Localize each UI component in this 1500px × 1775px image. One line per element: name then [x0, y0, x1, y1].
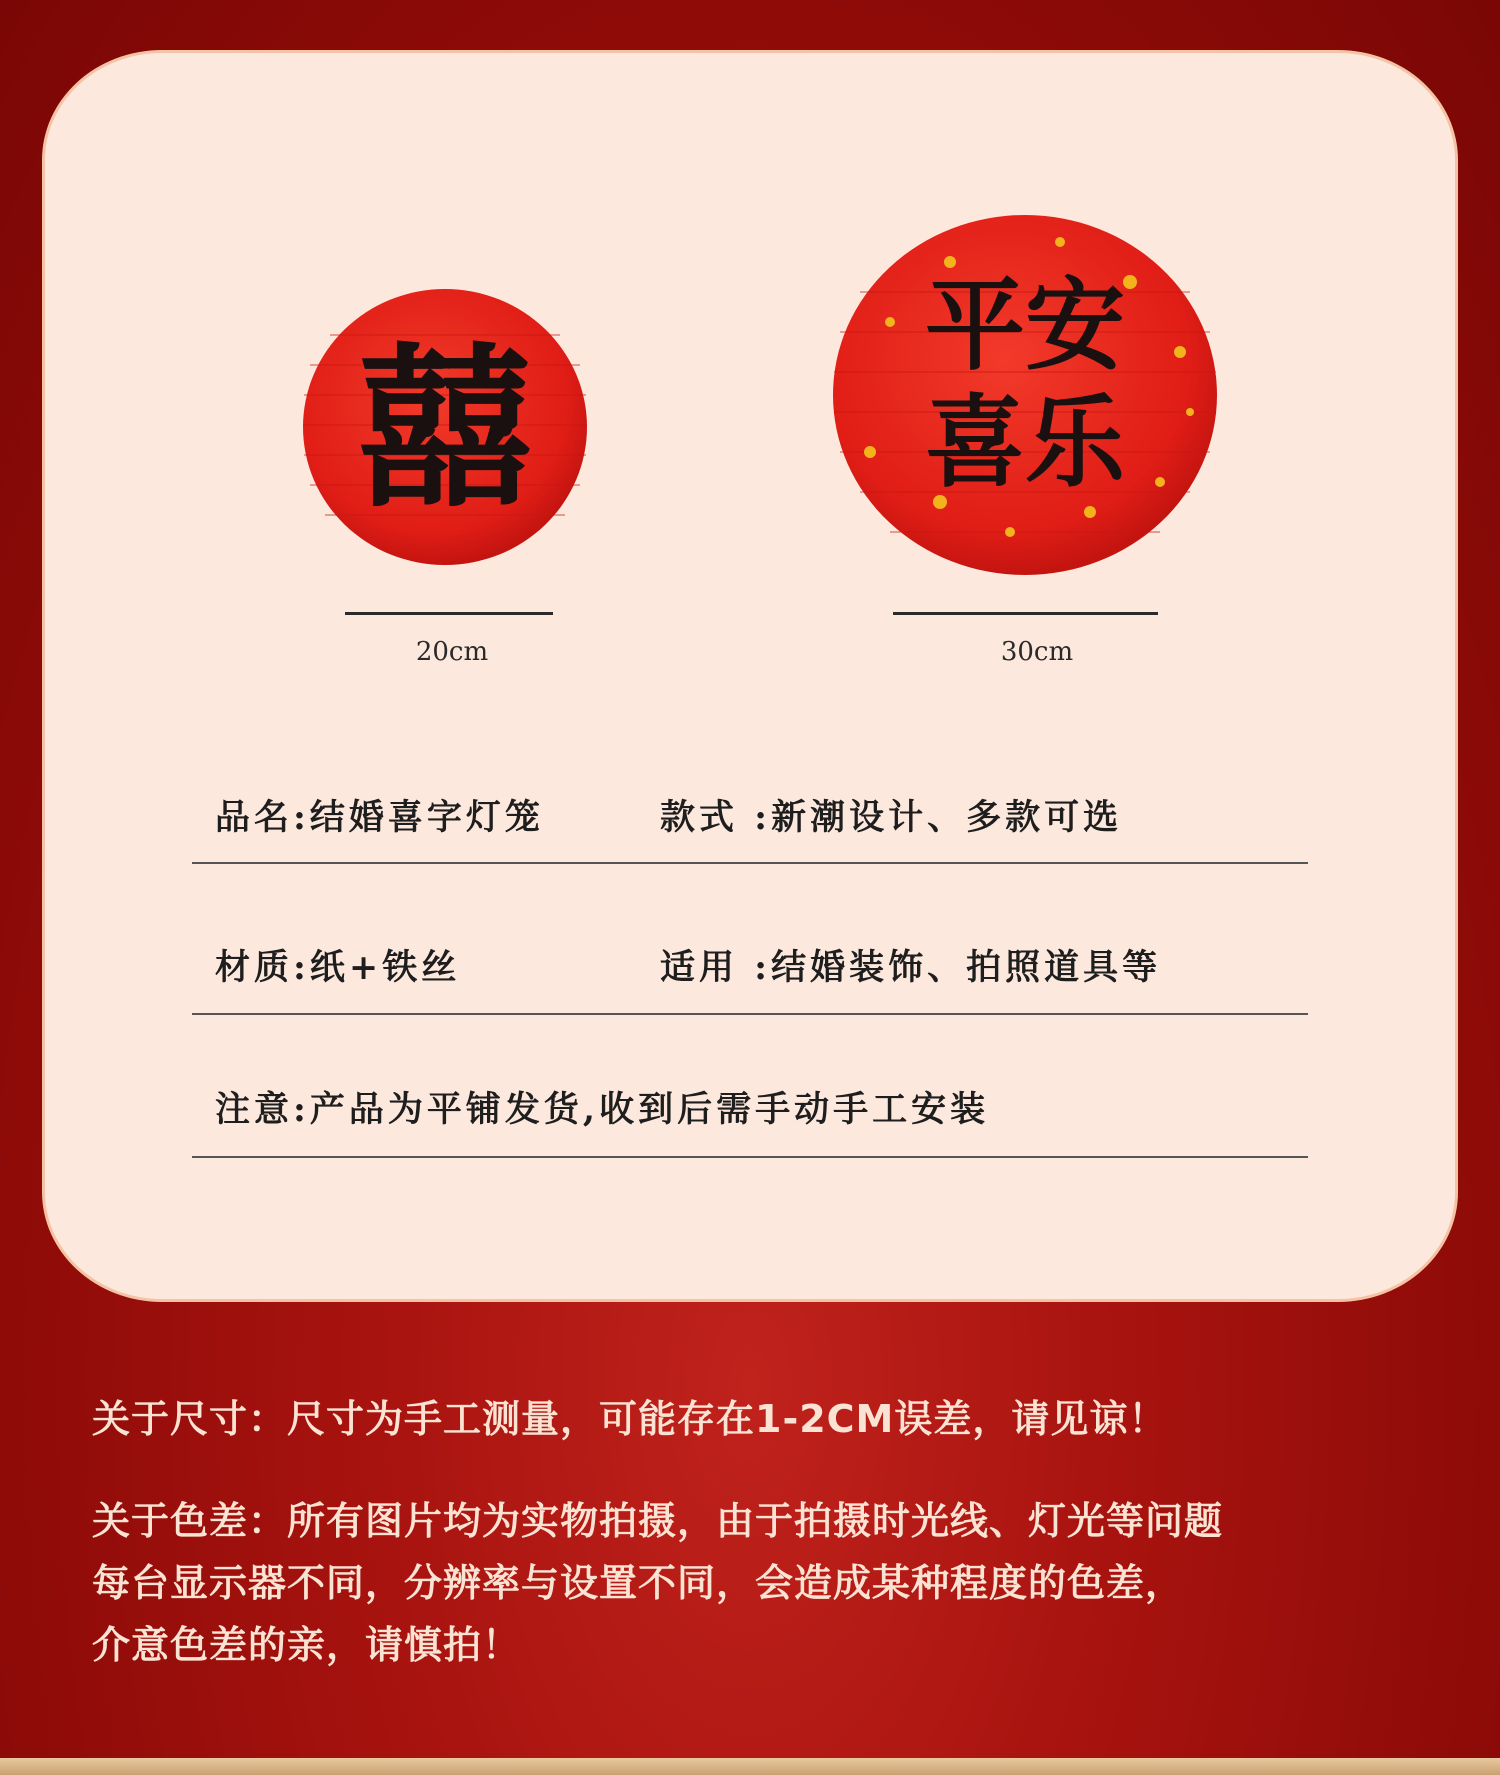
- spec-style: 款式 :新潮设计、多款可选: [660, 797, 1123, 838]
- double-happiness-glyph: 囍: [357, 327, 533, 532]
- color-note-line1: 关于色差：所有图片均为实物拍摄，由于拍摄时光线、灯光等问题: [92, 1499, 1224, 1543]
- lantern-text-line1: 平安: [925, 266, 1125, 384]
- small-lantern-image: [300, 285, 590, 570]
- spec-usage: 适用 :结婚装饰、拍照道具等: [660, 947, 1162, 988]
- color-note-line2: 每台显示器不同，分辨率与设置不同，会造成某种程度的色差，: [92, 1561, 1185, 1605]
- size-note: 关于尺寸：尺寸为手工测量，可能存在1-2CM误差，请见谅！: [92, 1397, 1168, 1441]
- spec-product-name: 品名:结婚喜字灯笼: [215, 797, 544, 838]
- spec-material: 材质:纸+铁丝: [215, 947, 461, 988]
- small-size-line: [345, 612, 553, 615]
- lantern-text-line2: 喜乐: [925, 383, 1125, 501]
- divider: [192, 1156, 1308, 1158]
- color-note-line3: 介意色差的亲，请慎拍！: [92, 1623, 522, 1667]
- small-size-label: 20cm: [415, 637, 489, 667]
- spec-notice: 注意:产品为平铺发货,收到后需手动手工安装: [215, 1089, 990, 1130]
- bottom-border: [0, 1758, 1500, 1775]
- large-size-line: [893, 612, 1158, 615]
- divider: [192, 862, 1308, 864]
- divider: [192, 1013, 1308, 1015]
- large-lantern-image: [830, 212, 1220, 582]
- large-size-label: 30cm: [1000, 637, 1074, 667]
